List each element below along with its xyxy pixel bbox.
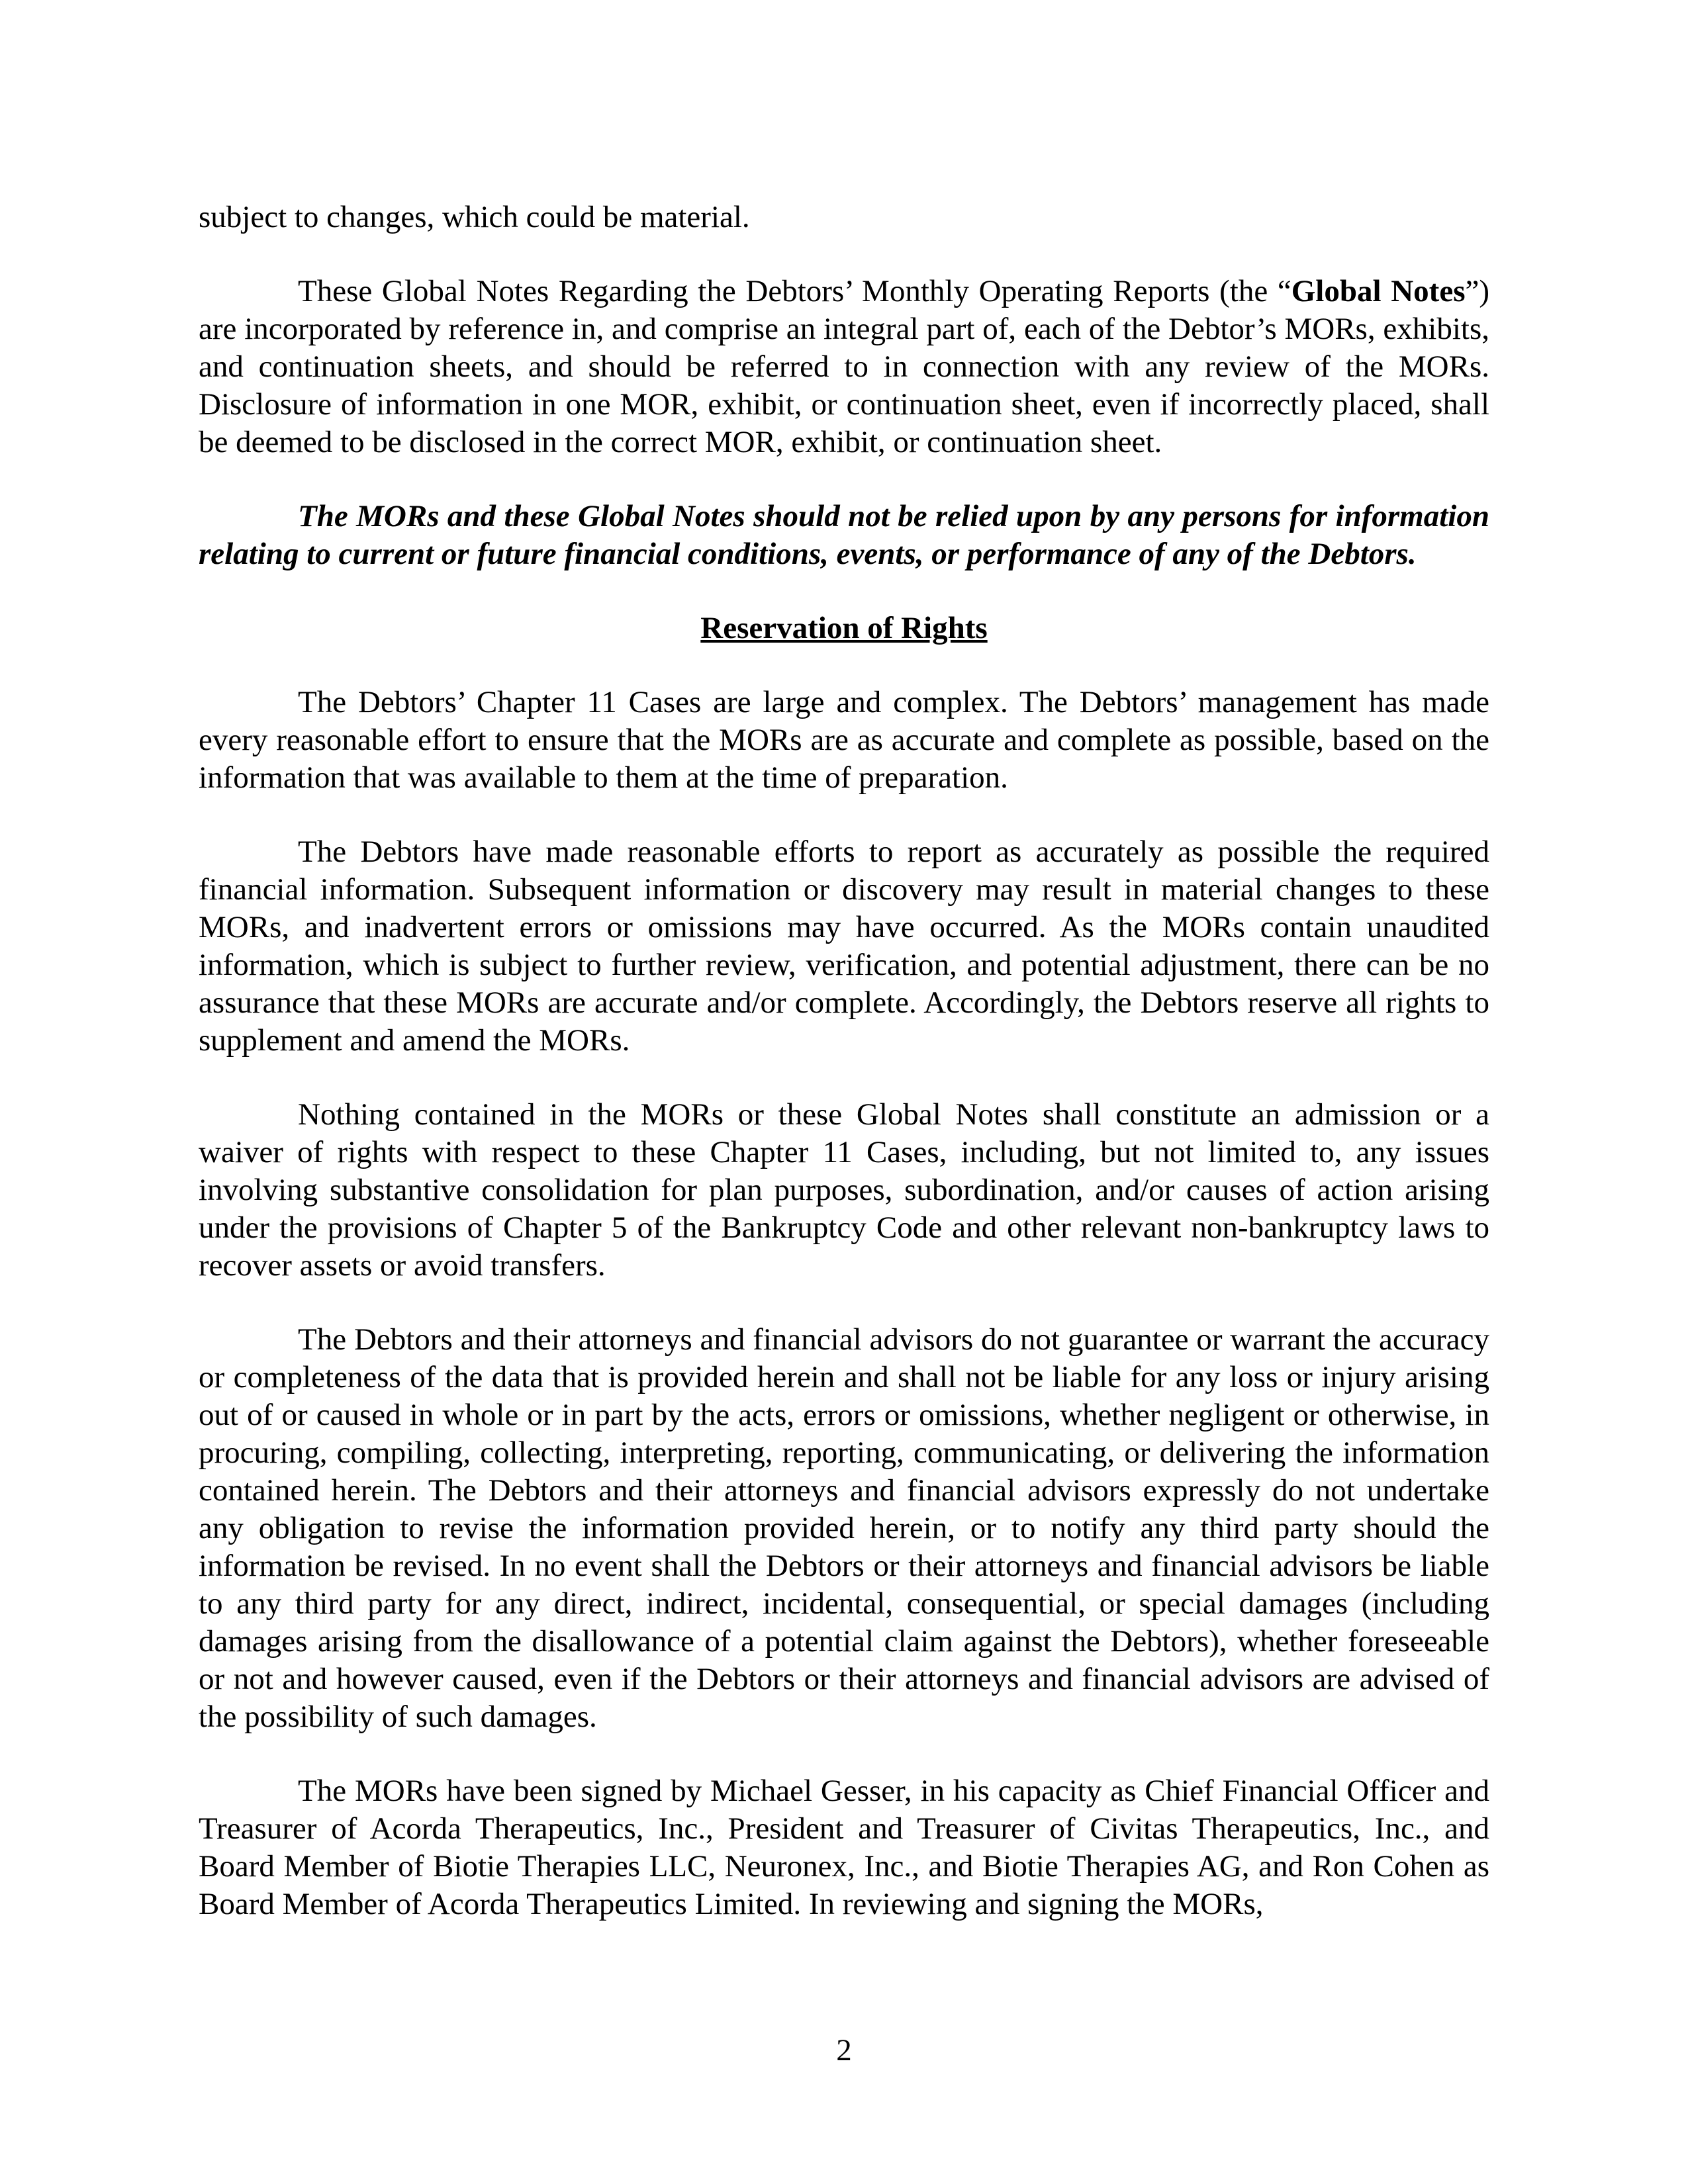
paragraph-no-guarantee: The Debtors and their attorneys and financial advisors do not guarantee or warrant the accuracy or completeness of the data that is provided herein and shall not be liable for any loss or injury arising out of or caused in whole or in part by the acts, errors or omissions, whether negligent or otherwise, in procuring, compiling, collecting, interpreting, reporting, communicating, or delivering the information contained herein. The Debtors and their attorneys and financial advisors expressly do not undertake any obligation to revise the information provided herein, or to notify any third party should the information be revised. In no event shall the Debtors or their attorneys and financial advisors be liable to any third party for any direct, indirect, incidental, consequential, or special damages (including damages arising from the disallowance of a potential claim against the Debtors), whether foreseeable or not and however caused, even if the Debtors or their attorneys and financial advisors are advised of the possibility of such damages. — [199, 1322, 1489, 1734]
paragraph-reasonable-efforts: The Debtors have made reasonable efforts to report as accurately as possible the required financial information. Subsequent information or discovery may result in material changes to these MORs, and inadvertent errors or omissions may have occurred. As the MORs contain unaudited information, which is subject to further review, verification, and potential adjustment, there can be no assurance that these MORs are accurate and/or complete. Accordingly, the Debtors reserve all rights to supplement and amend the MORs. — [199, 835, 1489, 1058]
paragraph-disclaimer-emphasis: The MORs and these Global Notes should not be relied upon by any persons for information relating to current or future financial conditions, events, or performance of any of the Debtors. — [199, 499, 1489, 571]
paragraph-chapter-11-cases: The Debtors’ Chapter 11 Cases are large and complex. The Debtors’ management has made every reasonable effort to ensure that the MORs are as accurate and complete as possible, based on the information that was available to them at the time of preparation. — [199, 685, 1489, 795]
paragraph-no-admission: Nothing contained in the MORs or these Global Notes shall constitute an admission or a waiver of rights with respect to these Chapter 11 Cases, including, but not limited to, any issues involving substantive consolidation for plan purposes, subordination, and/or causes of action arising under the provisions of Chapter 5 of the Bankruptcy Code and other relevant non-bankruptcy laws to recover assets or avoid transfers. — [199, 1097, 1489, 1283]
global-notes-defined-term: Global Notes — [1291, 274, 1466, 308]
page-number: 2 — [836, 2033, 852, 2068]
global-notes-text-end: ”) are incorporated by reference in, and comprise an integral part of, each of the Debtor’s MORs, exhibits, and continuation sheets, and should be referred to in connection with any review of the MORs. Disclosure of information in one MOR, exhibit, or continuation sheet, even if incorrectly placed, shall be deemed to be disclosed in the correct MOR, exhibit, or continuation sheet. — [199, 274, 1490, 459]
section-heading-reservation-of-rights: Reservation of Rights — [700, 611, 988, 645]
paragraph-global-notes — [199, 273, 1489, 461]
paragraph-signatories: The MORs have been signed by Michael Gesser, in his capacity as Chief Financial Officer and Treasurer of Acorda Therapeutics, Inc., President and Treasurer of Civitas Therapeutics, Inc., and Board Member of Biotie Therapies LLC, Neuronex, Inc., and Biotie Therapies AG, and Ron Cohen as Board Member of Acorda Therapeutics Limited. In reviewing and signing the MORs, — [199, 1774, 1489, 1921]
paragraph-continuation: subject to changes, which could be material. — [199, 200, 750, 234]
document-body — [199, 199, 1489, 1923]
global-notes-text-start: These Global Notes Regarding the Debtors’ Monthly Operating Reports (the “ — [298, 274, 1291, 308]
